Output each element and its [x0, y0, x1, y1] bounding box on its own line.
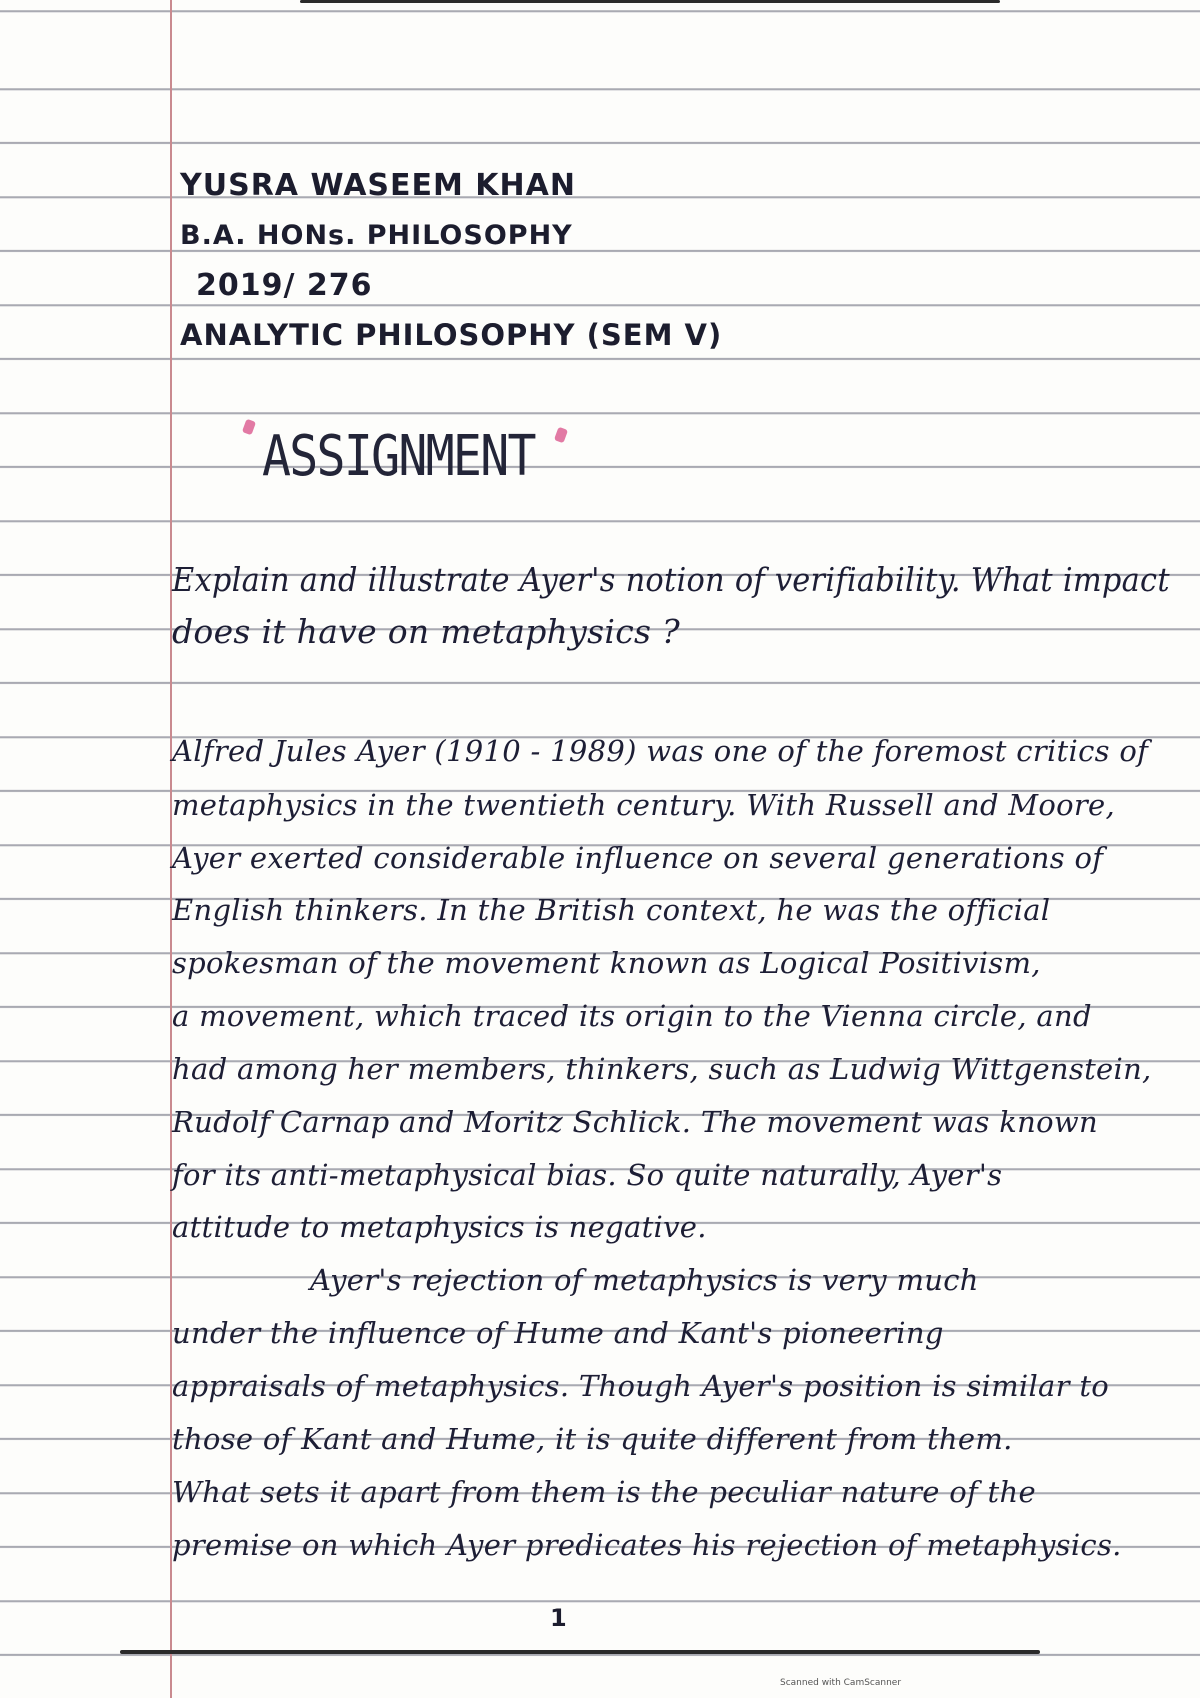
- body-line-7: had among her members, thinkers, such as Ludwig Wittgenstein,: [172, 1052, 1152, 1086]
- body-line-2: metaphysics in the twentieth century. With Russell and Moore,: [172, 788, 1116, 822]
- scanner-watermark: Scanned with CamScanner: [780, 1678, 902, 1688]
- roll-number: 2019/ 276: [196, 268, 373, 303]
- body-line-16: premise on which Ayer predicates his rejection of metaphysics.: [172, 1528, 1122, 1562]
- body-line-6: a movement, which traced its origin to the Vienna circle, and: [172, 999, 1092, 1033]
- body-line-10: attitude to metaphysics is negative.: [172, 1210, 707, 1244]
- course-name: B.A. HONs. PHILOSOPHY: [180, 220, 573, 251]
- question-line-2: does it have on metaphysics ?: [172, 612, 681, 651]
- body-line-4: English thinkers. In the British context, he was the official: [172, 893, 1051, 927]
- body-line-9: for its anti-metaphysical bias. So quite naturally, Ayer's: [172, 1158, 1003, 1192]
- body-line-8: Rudolf Carnap and Moritz Schlick. The movement was known: [172, 1105, 1098, 1139]
- body-line-15: What sets it apart from them is the peculiar nature of the: [172, 1475, 1036, 1509]
- student-name: YUSRA WASEEM KHAN: [180, 168, 576, 203]
- paper-name: ANALYTIC PHILOSOPHY (SEM V): [180, 318, 723, 352]
- question-line-1: Explain and illustrate Ayer's notion of verifiability. What impact: [172, 560, 1170, 599]
- close-quote-mark: [554, 427, 568, 444]
- page-top-edge: [300, 0, 1000, 3]
- open-quote-mark: [242, 419, 256, 436]
- body-line-12: under the influence of Hume and Kant's pioneering: [172, 1316, 944, 1350]
- body-line-13: appraisals of metaphysics. Though Ayer's position is similar to: [172, 1369, 1110, 1403]
- page-bottom-edge: [120, 1650, 1040, 1654]
- body-line-11: Ayer's rejection of metaphysics is very much: [310, 1263, 979, 1297]
- body-line-5: spokesman of the movement known as Logical Positivism,: [172, 946, 1041, 980]
- body-line-3: Ayer exerted considerable influence on several generations of: [172, 841, 1104, 875]
- page-number: 1: [550, 1604, 567, 1632]
- body-line-14: those of Kant and Hume, it is quite different from them.: [172, 1422, 1013, 1456]
- body-line-1: Alfred Jules Ayer (1910 - 1989) was one of the foremost critics of: [172, 734, 1149, 768]
- assignment-title: ASSIGNMENT: [262, 424, 535, 489]
